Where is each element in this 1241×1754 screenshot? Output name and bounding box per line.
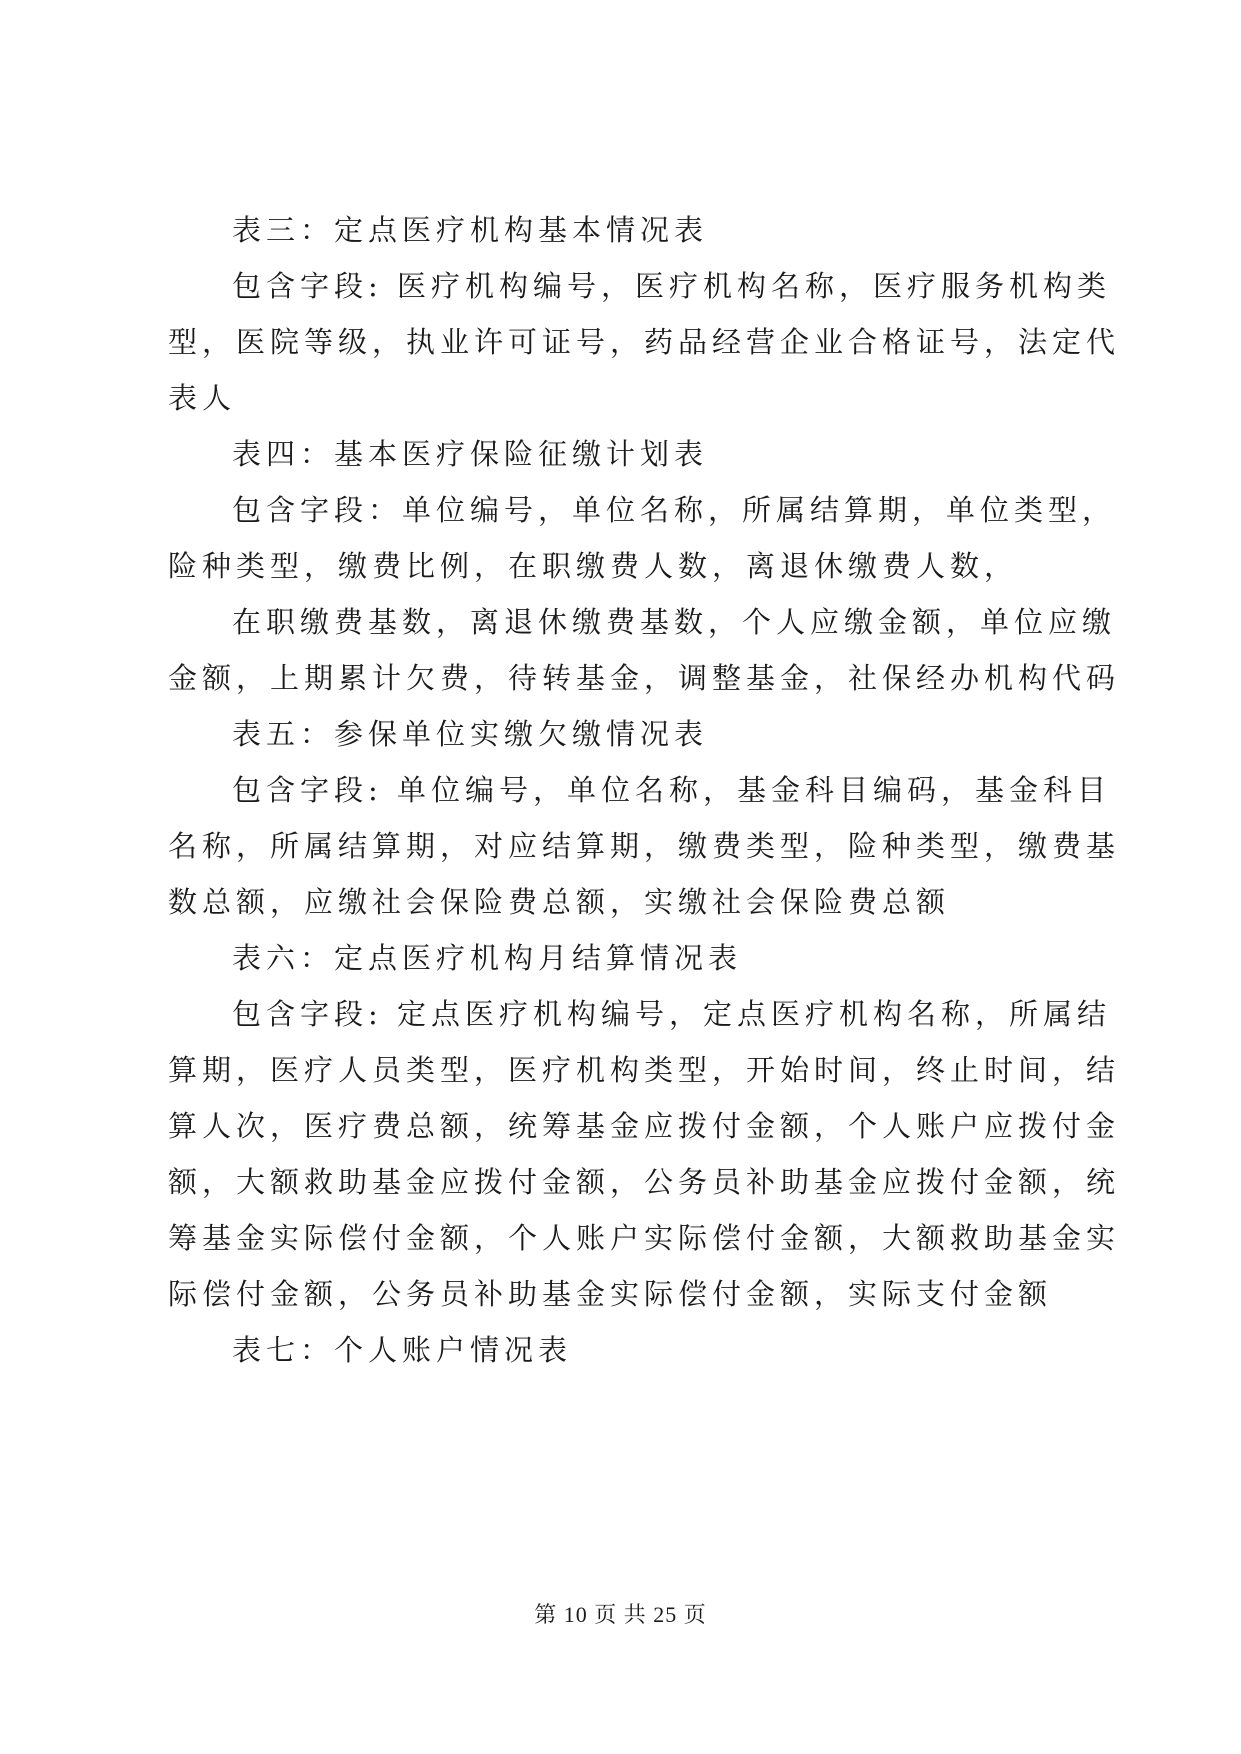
section-fields-line: 算期，医疗人员类型，医疗机构类型，开始时间，终止时间，结 — [168, 1053, 1121, 1087]
section-fields-line: 际偿付金额，公务员补助基金实际偿付金额，实际支付金额 — [168, 1277, 1053, 1311]
section-fields-line: 险种类型，缴费比例，在职缴费人数，离退休缴费人数， — [168, 549, 1019, 583]
section-fields-line: 包含字段：单位编号，单位名称，所属结算期，单位类型， — [232, 493, 1117, 527]
section-heading: 表四：基本医疗保险征缴计划表 — [232, 437, 709, 471]
section-fields-line: 名称，所属结算期，对应结算期，缴费类型，险种类型，缴费基 — [168, 829, 1121, 863]
section-fields-line: 包含字段: 医疗机构编号，医疗机构名称，医疗服务机构类 — [232, 269, 1111, 303]
section-fields-line: 包含字段: 单位编号，单位名称，基金科目编码，基金科目 — [232, 773, 1111, 807]
section-fields-line: 筹基金实际偿付金额，个人账户实际偿付金额，大额救助基金实 — [168, 1221, 1121, 1255]
section-fields-line: 表人 — [168, 381, 237, 415]
section-heading: 表三：定点医疗机构基本情况表 — [232, 213, 709, 247]
section-heading: 表七：个人账户情况表 — [232, 1333, 573, 1367]
page-number-footer: 第 10 页 共 25 页 — [534, 1602, 707, 1627]
section-heading: 表五：参保单位实缴欠缴情况表 — [232, 717, 709, 751]
section-fields-line: 数总额，应缴社会保险费总额，实缴社会保险费总额 — [168, 885, 951, 919]
section-fields-line: 算人次，医疗费总额，统筹基金应拨付金额，个人账户应拨付金 — [168, 1109, 1121, 1143]
section-fields-line: 金额，上期累计欠费，待转基金，调整基金，社保经办机构代码 — [168, 661, 1121, 695]
section-fields-line: 型，医院等级，执业许可证号，药品经营企业合格证号，法定代 — [168, 325, 1121, 359]
section-fields-line: 额，大额救助基金应拨付金额，公务员补助基金应拨付金额，统 — [168, 1165, 1121, 1199]
section-heading: 表六：定点医疗机构月结算情况表 — [232, 941, 743, 975]
section-fields-line: 在职缴费基数，离退休缴费基数，个人应缴金额，单位应缴 — [232, 605, 1117, 639]
section-fields-line: 包含字段: 定点医疗机构编号，定点医疗机构名称，所属结 — [232, 997, 1111, 1031]
